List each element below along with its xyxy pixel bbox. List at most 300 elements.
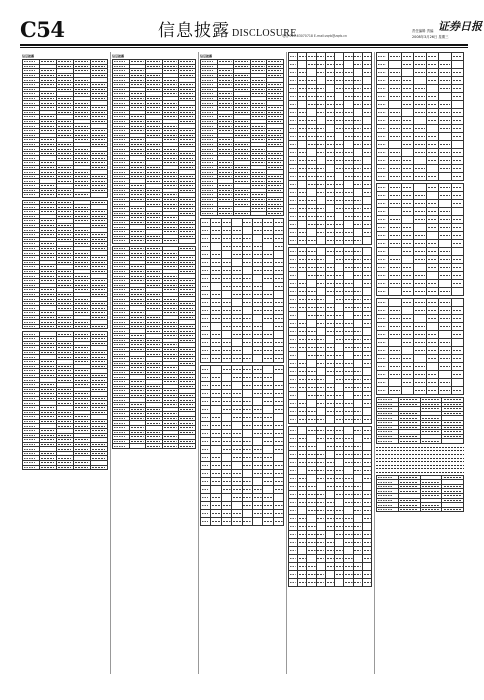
table-cell <box>298 189 307 197</box>
table-cell <box>242 374 252 382</box>
table-cell <box>316 467 325 475</box>
table-row <box>201 307 284 315</box>
table-cell <box>316 555 325 563</box>
table-cell <box>389 61 401 69</box>
table-cell <box>298 571 307 579</box>
table-cell <box>298 467 307 475</box>
table-cell <box>211 251 221 259</box>
table-cell <box>242 454 252 462</box>
table-row <box>289 229 372 237</box>
table-cell <box>298 459 307 467</box>
table-cell <box>289 304 298 312</box>
table-cell <box>221 398 231 406</box>
table-row <box>377 507 464 512</box>
table-cell <box>263 291 273 299</box>
table-row <box>289 547 372 555</box>
table-cell <box>263 486 273 494</box>
table-cell <box>439 77 451 85</box>
table-cell <box>252 339 262 347</box>
table-cell <box>307 563 316 571</box>
table-row <box>377 93 464 101</box>
table-cell <box>414 184 426 192</box>
table-cell <box>316 157 325 165</box>
table-cell <box>307 125 316 133</box>
table-cell <box>420 439 442 444</box>
table-cell <box>221 366 231 374</box>
table-cell <box>289 328 298 336</box>
table-cell <box>325 229 334 237</box>
table-cell <box>344 352 353 360</box>
table-cell <box>439 192 451 200</box>
table-cell <box>232 307 242 315</box>
table-cell <box>451 141 463 149</box>
table-cell <box>377 149 389 157</box>
table-cell <box>273 291 283 299</box>
table-cell <box>325 400 334 408</box>
section-title <box>158 20 297 45</box>
table-row <box>201 398 284 406</box>
table-cell <box>211 374 221 382</box>
table-cell <box>242 438 252 446</box>
table-cell <box>201 374 211 382</box>
table-cell <box>298 61 307 69</box>
table-cell <box>414 125 426 133</box>
table-cell <box>289 408 298 416</box>
table-cell <box>325 320 334 328</box>
table-cell <box>252 323 262 331</box>
table-cell <box>335 304 344 312</box>
table-cell <box>353 352 362 360</box>
table-cell <box>298 376 307 384</box>
table-row <box>289 451 372 459</box>
table-cell <box>451 61 463 69</box>
table-cell <box>377 133 389 141</box>
table-cell <box>377 272 389 280</box>
table-cell <box>451 256 463 264</box>
table-cell <box>344 451 353 459</box>
table-cell <box>307 451 316 459</box>
table-row <box>289 475 372 483</box>
table-cell <box>263 422 273 430</box>
table-row <box>377 363 464 371</box>
table-row <box>377 208 464 216</box>
table-row <box>289 368 372 376</box>
table-cell <box>316 237 325 245</box>
table-row <box>113 239 196 244</box>
table-cell <box>289 443 298 451</box>
table-cell <box>377 200 389 208</box>
table-cell <box>316 117 325 125</box>
table-cell <box>232 454 242 462</box>
table-cell <box>316 408 325 416</box>
table-cell <box>74 324 91 329</box>
table-cell <box>232 398 242 406</box>
table-cell <box>414 224 426 232</box>
table-cell <box>414 299 426 307</box>
table-cell <box>325 173 334 181</box>
table-cell <box>353 53 362 61</box>
table-cell <box>307 427 316 435</box>
table-cell <box>307 264 316 272</box>
table-cell <box>344 141 353 149</box>
table-cell <box>307 555 316 563</box>
table-cell <box>252 243 262 251</box>
table-row <box>377 323 464 331</box>
table-cell <box>389 315 401 323</box>
table-cell <box>426 315 438 323</box>
table-cell <box>344 515 353 523</box>
table-cell <box>325 515 334 523</box>
financial-table <box>200 59 284 216</box>
table-cell <box>335 280 344 288</box>
table-cell <box>201 518 211 526</box>
table-cell <box>335 141 344 149</box>
table-cell <box>451 69 463 77</box>
column-divider <box>110 52 111 674</box>
table-cell <box>273 446 283 454</box>
table-cell <box>316 416 325 424</box>
table-cell <box>273 267 283 275</box>
table-cell <box>74 465 91 470</box>
table-cell <box>377 439 399 444</box>
table-cell <box>307 280 316 288</box>
table-cell <box>289 272 298 280</box>
table-cell <box>344 189 353 197</box>
table-cell <box>389 165 401 173</box>
table-cell <box>273 382 283 390</box>
table-cell <box>201 478 211 486</box>
table-cell <box>353 296 362 304</box>
table-cell <box>252 390 262 398</box>
table-cell <box>316 272 325 280</box>
table-cell <box>298 579 307 587</box>
table-cell <box>344 85 353 93</box>
table-cell <box>389 232 401 240</box>
table-cell <box>40 193 57 198</box>
table-cell <box>335 451 344 459</box>
table-cell <box>201 283 211 291</box>
table-cell <box>451 109 463 117</box>
table-row <box>201 470 284 478</box>
table-cell <box>252 414 262 422</box>
table-cell <box>335 85 344 93</box>
table-cell <box>335 93 344 101</box>
table-cell <box>344 579 353 587</box>
table-cell <box>353 571 362 579</box>
financial-table <box>288 52 372 245</box>
table-row <box>201 283 284 291</box>
table-cell <box>353 256 362 264</box>
table-cell <box>353 360 362 368</box>
table-cell <box>414 61 426 69</box>
table-cell <box>451 387 463 395</box>
table-cell <box>232 251 242 259</box>
table-cell <box>426 256 438 264</box>
table-cell <box>298 499 307 507</box>
table-cell <box>289 69 298 77</box>
table-cell <box>252 446 262 454</box>
table-cell <box>389 323 401 331</box>
table-cell <box>162 444 179 449</box>
table-row <box>289 344 372 352</box>
table-cell <box>344 336 353 344</box>
table-cell <box>298 85 307 93</box>
table-cell <box>307 229 316 237</box>
table-cell <box>232 406 242 414</box>
table-cell <box>362 443 371 451</box>
table-cell <box>242 235 252 243</box>
table-row <box>201 366 284 374</box>
table-row <box>289 101 372 109</box>
table-cell <box>232 323 242 331</box>
table-cell <box>362 165 371 173</box>
table-row <box>377 248 464 256</box>
table-cell <box>252 502 262 510</box>
table-cell <box>362 571 371 579</box>
table-cell <box>298 336 307 344</box>
table-cell <box>289 523 298 531</box>
table-cell <box>298 77 307 85</box>
table-cell <box>289 368 298 376</box>
table-cell <box>263 374 273 382</box>
table-row <box>289 304 372 312</box>
table-cell <box>344 77 353 85</box>
table-row <box>377 133 464 141</box>
table-cell <box>442 439 464 444</box>
table-cell <box>377 339 389 347</box>
table-cell <box>344 563 353 571</box>
table-cell <box>298 344 307 352</box>
table-cell <box>221 414 231 422</box>
table-cell <box>426 280 438 288</box>
table-cell <box>377 232 389 240</box>
table-cell <box>439 272 451 280</box>
table-cell <box>344 109 353 117</box>
table-cell <box>362 555 371 563</box>
table-cell <box>298 427 307 435</box>
table-cell <box>211 243 221 251</box>
table-cell <box>377 61 389 69</box>
table-row <box>377 288 464 296</box>
table-cell <box>211 219 221 227</box>
table-cell <box>298 352 307 360</box>
table-cell <box>316 197 325 205</box>
table-row <box>23 324 108 329</box>
table-cell <box>307 181 316 189</box>
table-cell <box>316 483 325 491</box>
table-cell <box>325 507 334 515</box>
table-cell <box>344 376 353 384</box>
table-cell <box>211 470 221 478</box>
table-cell <box>325 256 334 264</box>
table-cell <box>325 213 334 221</box>
table-cell <box>451 173 463 181</box>
table-cell <box>389 288 401 296</box>
table-cell <box>307 141 316 149</box>
table-cell <box>211 347 221 355</box>
table-cell <box>221 267 231 275</box>
table-row <box>377 69 464 77</box>
table-cell <box>335 443 344 451</box>
table-cell <box>344 491 353 499</box>
table-cell <box>426 387 438 395</box>
table-cell <box>298 229 307 237</box>
table-cell <box>325 483 334 491</box>
table-cell <box>377 355 389 363</box>
table-cell <box>316 248 325 256</box>
table-cell <box>273 406 283 414</box>
table-cell <box>242 462 252 470</box>
table-cell <box>362 125 371 133</box>
table-cell <box>316 499 325 507</box>
table-row <box>201 243 284 251</box>
table-cell <box>344 101 353 109</box>
table-cell <box>401 315 413 323</box>
table-row <box>289 336 372 344</box>
table-cell <box>273 331 283 339</box>
table-row <box>377 256 464 264</box>
table-cell <box>414 53 426 61</box>
table-cell <box>362 547 371 555</box>
table-cell <box>211 259 221 267</box>
table-cell <box>439 371 451 379</box>
table-row <box>289 109 372 117</box>
table-row <box>289 77 372 85</box>
table-cell <box>426 379 438 387</box>
table-row <box>201 227 284 235</box>
table-cell <box>325 157 334 165</box>
table-cell <box>353 515 362 523</box>
table-row <box>377 339 464 347</box>
table-row <box>289 165 372 173</box>
table-cell <box>252 398 262 406</box>
table-cell <box>344 312 353 320</box>
table-cell <box>325 189 334 197</box>
table-cell <box>298 165 307 173</box>
table-cell <box>426 299 438 307</box>
table-cell <box>439 69 451 77</box>
table-cell <box>414 232 426 240</box>
table-cell <box>289 416 298 424</box>
table-cell <box>232 219 242 227</box>
table-cell <box>307 475 316 483</box>
table-cell <box>426 355 438 363</box>
table-cell <box>335 360 344 368</box>
table-cell <box>221 275 231 283</box>
table-cell <box>426 93 438 101</box>
table-cell <box>289 149 298 157</box>
financial-table <box>376 52 464 181</box>
table-cell <box>252 438 262 446</box>
table-row <box>289 93 372 101</box>
table-cell <box>252 307 262 315</box>
table-cell <box>335 459 344 467</box>
table-cell <box>451 133 463 141</box>
table-cell <box>362 467 371 475</box>
table-cell <box>362 248 371 256</box>
table-cell <box>414 117 426 125</box>
table-cell <box>298 392 307 400</box>
table-cell <box>211 366 221 374</box>
table-cell <box>221 299 231 307</box>
table-cell <box>401 363 413 371</box>
table-cell <box>325 336 334 344</box>
table-cell <box>316 384 325 392</box>
table-cell <box>298 221 307 229</box>
table-cell <box>353 483 362 491</box>
table-cell <box>389 240 401 248</box>
table-cell <box>263 454 273 462</box>
table-row <box>201 486 284 494</box>
table-cell <box>289 555 298 563</box>
table-cell <box>325 101 334 109</box>
table-cell <box>353 555 362 563</box>
table-cell <box>298 280 307 288</box>
table-cell <box>344 288 353 296</box>
table-cell <box>362 475 371 483</box>
table-row <box>377 192 464 200</box>
table-cell <box>439 93 451 101</box>
table-cell <box>344 507 353 515</box>
table-cell <box>414 208 426 216</box>
table-cell <box>426 61 438 69</box>
table-cell <box>232 414 242 422</box>
table-cell <box>242 355 252 363</box>
table-cell <box>252 382 262 390</box>
table-cell <box>307 101 316 109</box>
table-cell <box>353 475 362 483</box>
table-cell <box>221 510 231 518</box>
table-cell <box>414 192 426 200</box>
table-cell <box>353 328 362 336</box>
table-row <box>377 157 464 165</box>
table-cell <box>307 467 316 475</box>
table-cell <box>414 363 426 371</box>
table-row <box>201 446 284 454</box>
table-cell <box>289 459 298 467</box>
table-cell <box>401 248 413 256</box>
table-cell <box>335 256 344 264</box>
table-cell <box>307 459 316 467</box>
table-cell <box>401 109 413 117</box>
table-cell <box>439 347 451 355</box>
table-cell <box>389 280 401 288</box>
table-cell <box>289 579 298 587</box>
table-cell <box>344 443 353 451</box>
table-cell <box>242 331 252 339</box>
table-cell <box>325 288 334 296</box>
table-row <box>377 216 464 224</box>
table-cell <box>389 200 401 208</box>
table-cell <box>362 213 371 221</box>
table-cell <box>344 360 353 368</box>
table-cell <box>221 307 231 315</box>
table-cell <box>353 392 362 400</box>
table-cell <box>451 165 463 173</box>
table-cell <box>439 299 451 307</box>
table-cell <box>335 328 344 336</box>
table-cell <box>298 483 307 491</box>
table-cell <box>289 547 298 555</box>
table-cell <box>439 363 451 371</box>
table-cell <box>307 304 316 312</box>
table-cell <box>201 235 211 243</box>
table-cell <box>335 467 344 475</box>
table-cell <box>307 435 316 443</box>
table-row <box>377 173 464 181</box>
table-cell <box>252 430 262 438</box>
table-row <box>377 101 464 109</box>
